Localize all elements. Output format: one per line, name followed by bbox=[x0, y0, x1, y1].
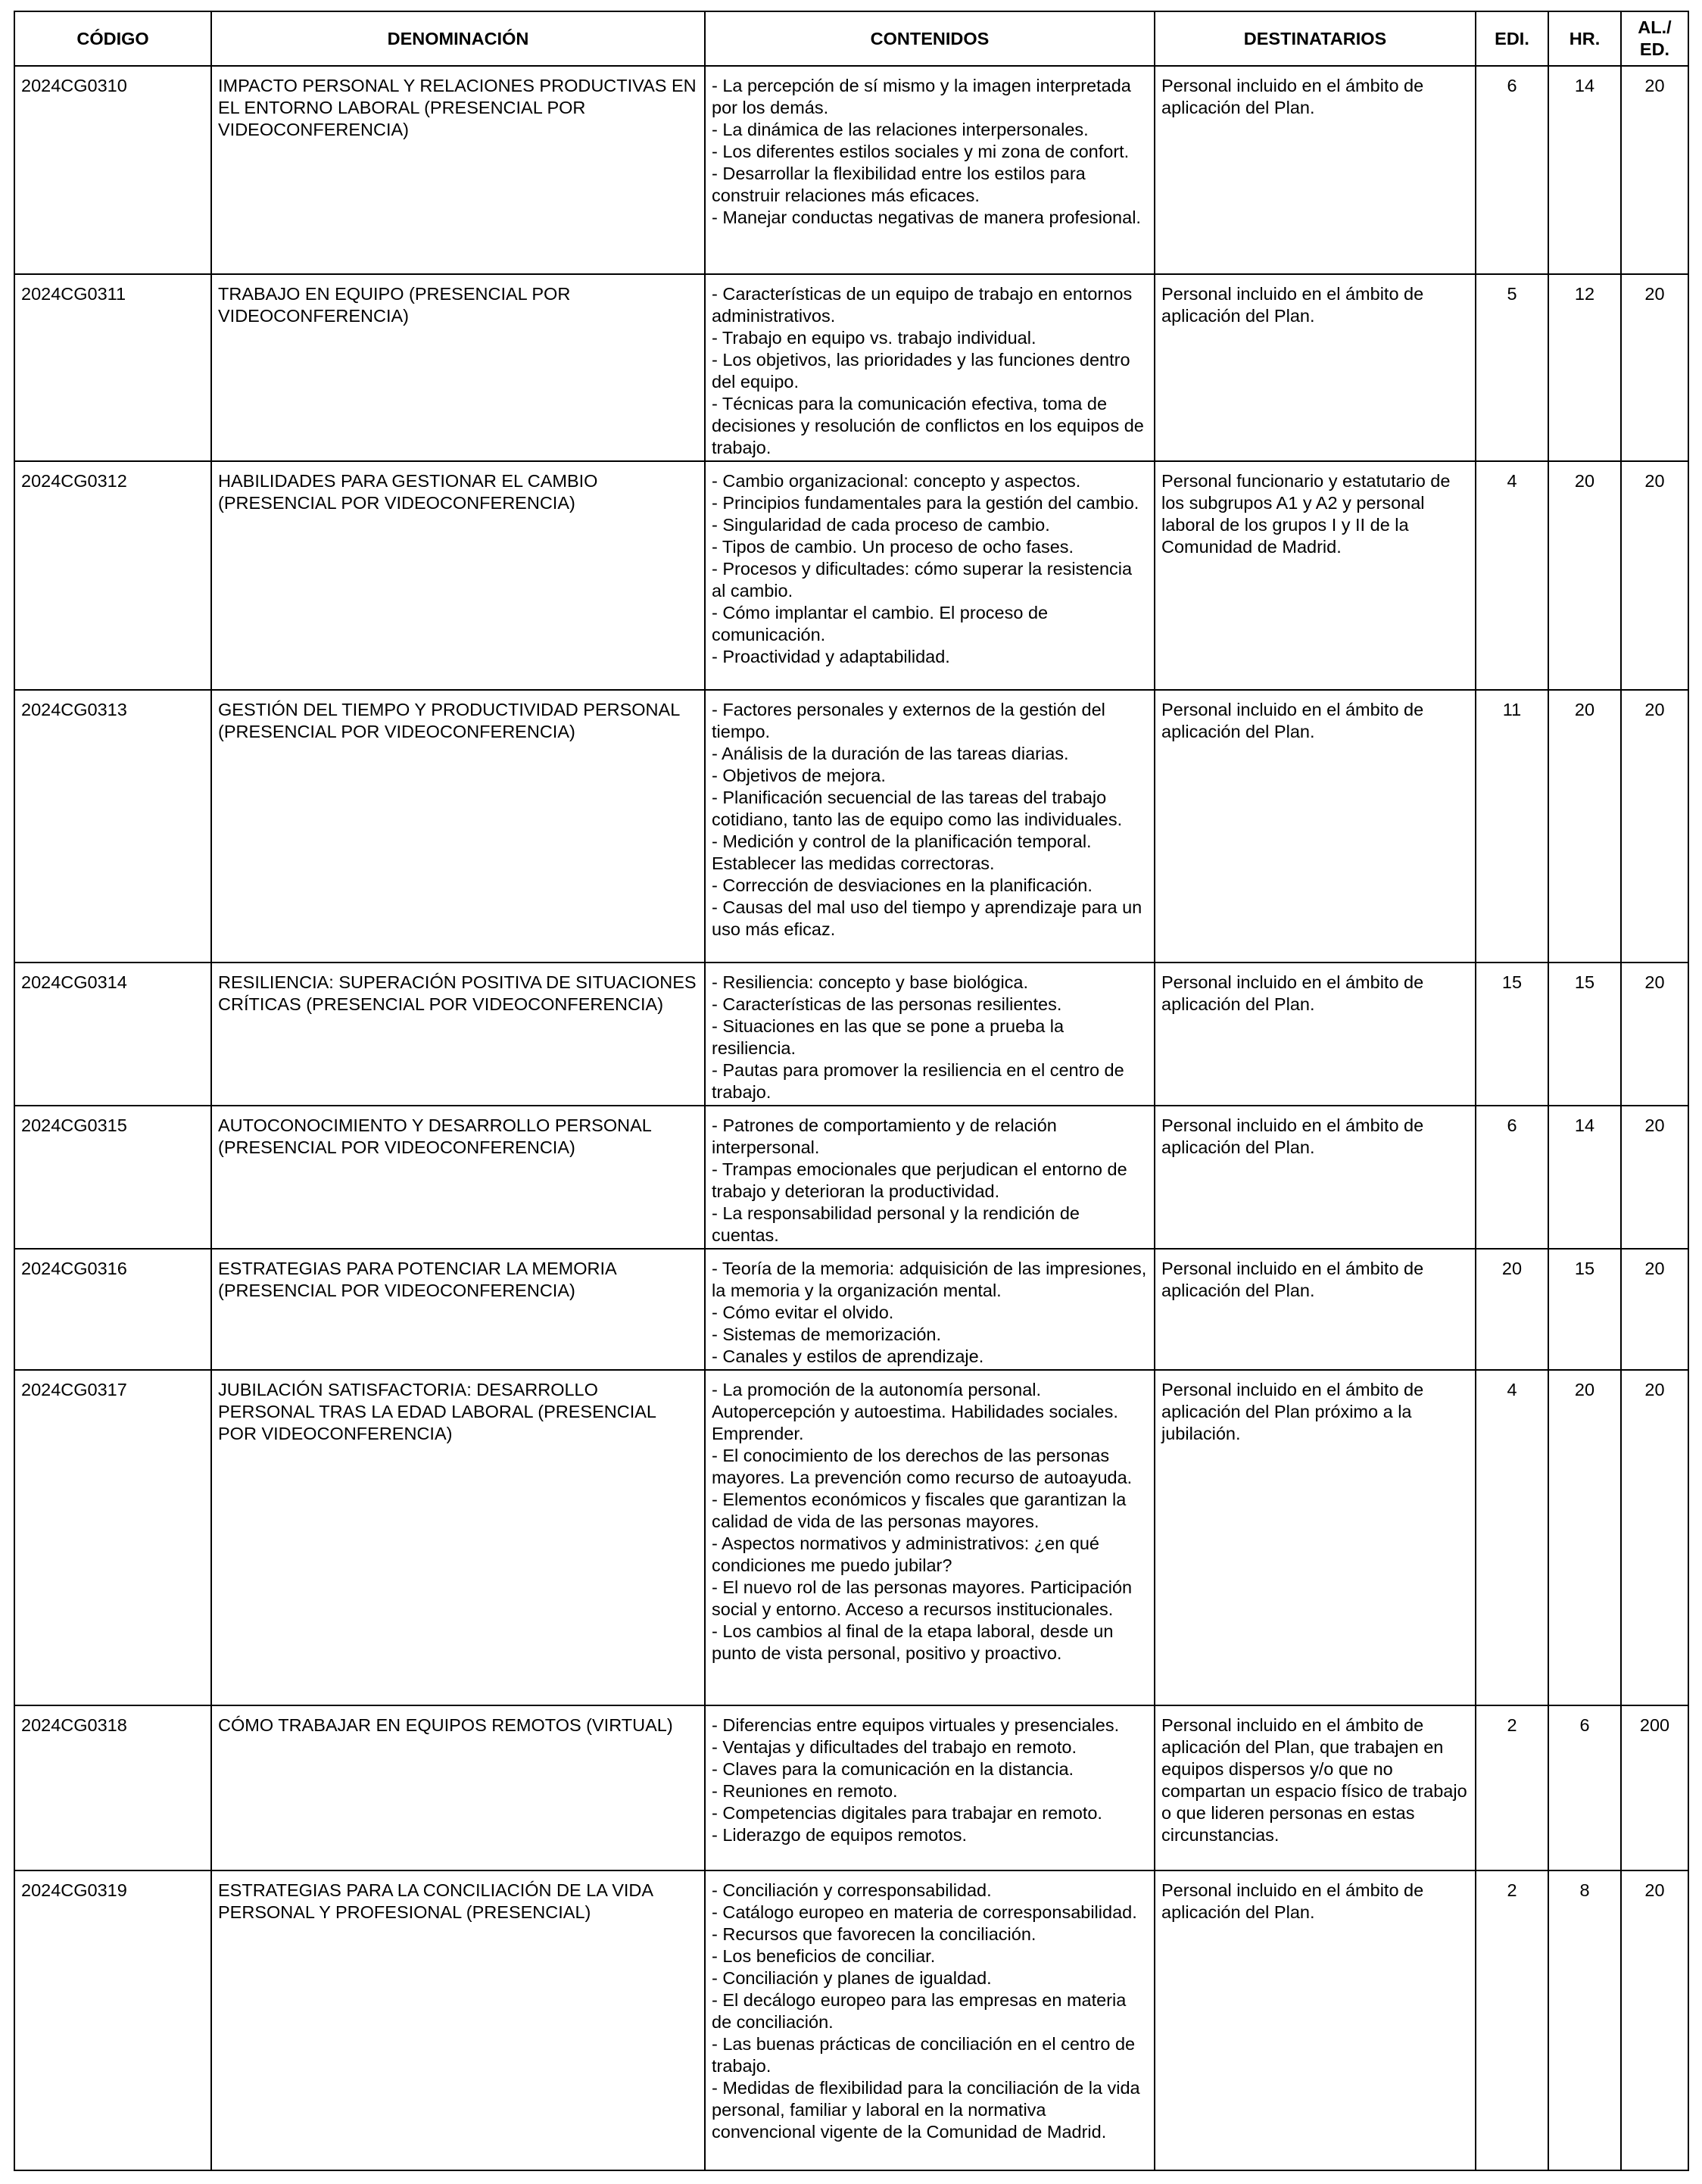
course-name: AUTOCONOCIMIENTO Y DESARROLLO PERSONAL (PRESENCIAL POR VIDEOCONFERENCIA) bbox=[211, 1106, 705, 1249]
content-item: - Cómo implantar el cambio. El proceso de comunicación. bbox=[712, 603, 1049, 644]
header-code: CÓDIGO bbox=[14, 11, 211, 66]
table-body bbox=[14, 66, 1688, 2170]
course-editions: 6 bbox=[1476, 1106, 1548, 1249]
header-row bbox=[14, 11, 1688, 66]
course-name: JUBILACIÓN SATISFACTORIA: DESARROLLO PERSONAL TRAS LA EDAD LABORAL (PRESENCIAL POR VIDEOCONFERENCIA) bbox=[211, 1370, 705, 1705]
course-recipients: Personal incluido en el ámbito de aplicación del Plan. bbox=[1155, 66, 1476, 274]
course-recipients: Personal incluido en el ámbito de aplicación del Plan. bbox=[1155, 274, 1476, 461]
content-item: - El nuevo rol de las personas mayores. Participación social y entorno. Acceso a recursos institucionales. bbox=[712, 1577, 1133, 1619]
course-contents bbox=[705, 274, 1155, 461]
content-item: - Elementos económicos y fiscales que garantizan la calidad de vida de las personas mayores. bbox=[712, 1490, 1127, 1531]
course-students: 20 bbox=[1621, 690, 1688, 963]
header-hours: HR. bbox=[1548, 11, 1621, 66]
table-row bbox=[14, 1249, 1688, 1370]
header-contents: CONTENIDOS bbox=[705, 11, 1155, 66]
course-name: RESILIENCIA: SUPERACIÓN POSITIVA DE SITUACIONES CRÍTICAS (PRESENCIAL POR VIDEOCONFERENCIA) bbox=[211, 963, 705, 1106]
course-code: 2024CG0312 bbox=[14, 461, 211, 690]
course-editions: 20 bbox=[1476, 1249, 1548, 1370]
course-hours: 15 bbox=[1548, 963, 1621, 1106]
courses-table bbox=[14, 11, 1689, 2171]
content-item: - Las buenas prácticas de conciliación en el centro de trabajo. bbox=[712, 2034, 1136, 2076]
course-students: 200 bbox=[1621, 1705, 1688, 1870]
content-item: - Características de un equipo de trabajo en entornos administrativos. bbox=[712, 284, 1133, 326]
course-students: 20 bbox=[1621, 274, 1688, 461]
content-item: - El decálogo europeo para las empresas en materia de conciliación. bbox=[712, 1990, 1127, 2032]
course-editions: 6 bbox=[1476, 66, 1548, 274]
content-item: - Situaciones en las que se pone a prueba la resiliencia. bbox=[712, 1016, 1065, 1058]
content-item: - Trampas emocionales que perjudican el entorno de trabajo y deterioran la productividad. bbox=[712, 1159, 1127, 1201]
content-item: - Patrones de comportamiento y de relación interpersonal. bbox=[712, 1115, 1057, 1157]
course-students: 20 bbox=[1621, 1870, 1688, 2170]
content-item: - Pautas para promover la resiliencia en el centro de trabajo. bbox=[712, 1060, 1124, 1102]
header-recipients: DESTINATARIOS bbox=[1155, 11, 1476, 66]
course-name: ESTRATEGIAS PARA POTENCIAR LA MEMORIA (PRESENCIAL POR VIDEOCONFERENCIA) bbox=[211, 1249, 705, 1370]
course-editions: 4 bbox=[1476, 461, 1548, 690]
header-name: DENOMINACIÓN bbox=[211, 11, 705, 66]
course-students: 20 bbox=[1621, 963, 1688, 1106]
content-item: - Proactividad y adaptabilidad. bbox=[712, 647, 950, 666]
course-editions: 2 bbox=[1476, 1705, 1548, 1870]
course-recipients: Personal incluido en el ámbito de aplicación del Plan. bbox=[1155, 690, 1476, 963]
course-code: 2024CG0318 bbox=[14, 1705, 211, 1870]
course-recipients: Personal incluido en el ámbito de aplicación del Plan, que trabajen en equipos dispersos y/o que no compartan un espacio físico de trabajo o que lideren personas en estas circunstancias. bbox=[1155, 1705, 1476, 1870]
content-item: - Cómo evitar el olvido. bbox=[712, 1303, 894, 1322]
content-item: - Sistemas de memorización. bbox=[712, 1324, 941, 1344]
content-item: - Claves para la comunicación en la distancia. bbox=[712, 1759, 1074, 1779]
header-editions: EDI. bbox=[1476, 11, 1548, 66]
content-item: - La promoción de la autonomía personal. Autopercepción y autoestima. Habilidades sociales. Emprender. bbox=[712, 1380, 1118, 1443]
table-row bbox=[14, 461, 1688, 690]
content-item: - Aspectos normativos y administrativos: ¿en qué condiciones me puedo jubilar? bbox=[712, 1533, 1099, 1575]
course-contents bbox=[705, 1249, 1155, 1370]
course-hours: 20 bbox=[1548, 461, 1621, 690]
course-recipients: Personal incluido en el ámbito de aplicación del Plan. bbox=[1155, 1106, 1476, 1249]
content-item: - Manejar conductas negativas de manera profesional. bbox=[712, 207, 1141, 227]
content-item: - Causas del mal uso del tiempo y aprendizaje para un uso más eficaz. bbox=[712, 897, 1142, 939]
content-item: - El conocimiento de los derechos de las personas mayores. La prevención como recurso de autoayuda. bbox=[712, 1446, 1133, 1487]
course-code: 2024CG0313 bbox=[14, 690, 211, 963]
course-recipients: Personal incluido en el ámbito de aplicación del Plan próximo a la jubilación. bbox=[1155, 1370, 1476, 1705]
content-item: - Reuniones en remoto. bbox=[712, 1781, 898, 1801]
course-recipients: Personal incluido en el ámbito de aplicación del Plan. bbox=[1155, 1249, 1476, 1370]
course-name: GESTIÓN DEL TIEMPO Y PRODUCTIVIDAD PERSONAL (PRESENCIAL POR VIDEOCONFERENCIA) bbox=[211, 690, 705, 963]
course-contents bbox=[705, 1370, 1155, 1705]
table-row bbox=[14, 66, 1688, 274]
course-editions: 15 bbox=[1476, 963, 1548, 1106]
course-contents bbox=[705, 1870, 1155, 2170]
course-editions: 4 bbox=[1476, 1370, 1548, 1705]
content-item: - Canales y estilos de aprendizaje. bbox=[712, 1346, 984, 1366]
table-row bbox=[14, 274, 1688, 461]
content-item: - Catálogo europeo en materia de corresponsabilidad. bbox=[712, 1902, 1137, 1922]
course-students: 20 bbox=[1621, 461, 1688, 690]
course-code: 2024CG0317 bbox=[14, 1370, 211, 1705]
course-editions: 2 bbox=[1476, 1870, 1548, 2170]
content-item: - Objetivos de mejora. bbox=[712, 766, 886, 785]
content-item: - Liderazgo de equipos remotos. bbox=[712, 1825, 968, 1845]
course-code: 2024CG0315 bbox=[14, 1106, 211, 1249]
content-item: - La responsabilidad personal y la rendición de cuentas. bbox=[712, 1203, 1080, 1245]
course-recipients: Personal funcionario y estatutario de los subgrupos A1 y A2 y personal laboral de los grupos I y II de la Comunidad de Madrid. bbox=[1155, 461, 1476, 690]
course-contents bbox=[705, 461, 1155, 690]
course-hours: 6 bbox=[1548, 1705, 1621, 1870]
course-code: 2024CG0316 bbox=[14, 1249, 211, 1370]
course-recipients: Personal incluido en el ámbito de aplicación del Plan. bbox=[1155, 1870, 1476, 2170]
course-students: 20 bbox=[1621, 1249, 1688, 1370]
content-item: - Procesos y dificultades: cómo superar la resistencia al cambio. bbox=[712, 559, 1133, 601]
header-students: AL./ ED. bbox=[1621, 11, 1688, 66]
table-row bbox=[14, 1106, 1688, 1249]
content-item: - La dinámica de las relaciones interpersonales. bbox=[712, 120, 1089, 139]
content-item: - Planificación secuencial de las tareas del trabajo cotidiano, tanto las de equipo como las individuales. bbox=[712, 788, 1123, 829]
course-name: TRABAJO EN EQUIPO (PRESENCIAL POR VIDEOCONFERENCIA) bbox=[211, 274, 705, 461]
content-item: - La percepción de sí mismo y la imagen interpretada por los demás. bbox=[712, 76, 1131, 117]
content-item: - Corrección de desviaciones en la planificación. bbox=[712, 875, 1093, 895]
table-row bbox=[14, 1870, 1688, 2170]
course-contents bbox=[705, 1705, 1155, 1870]
table-row bbox=[14, 1705, 1688, 1870]
content-item: - Tipos de cambio. Un proceso de ocho fases. bbox=[712, 537, 1074, 557]
course-contents bbox=[705, 66, 1155, 274]
course-contents bbox=[705, 1106, 1155, 1249]
course-hours: 14 bbox=[1548, 66, 1621, 274]
content-item: - Los beneficios de conciliar. bbox=[712, 1946, 936, 1966]
course-name: IMPACTO PERSONAL Y RELACIONES PRODUCTIVAS EN EL ENTORNO LABORAL (PRESENCIAL POR VIDEOCONFERENCIA) bbox=[211, 66, 705, 274]
course-contents bbox=[705, 963, 1155, 1106]
content-item: - Teoría de la memoria: adquisición de las impresiones, la memoria y la organización mental. bbox=[712, 1259, 1147, 1300]
course-name: CÓMO TRABAJAR EN EQUIPOS REMOTOS (VIRTUAL) bbox=[211, 1705, 705, 1870]
course-name: ESTRATEGIAS PARA LA CONCILIACIÓN DE LA VIDA PERSONAL Y PROFESIONAL (PRESENCIAL) bbox=[211, 1870, 705, 2170]
content-item: - Conciliación y planes de igualdad. bbox=[712, 1968, 992, 1988]
table-row bbox=[14, 963, 1688, 1106]
course-hours: 20 bbox=[1548, 690, 1621, 963]
content-item: - Factores personales y externos de la gestión del tiempo. bbox=[712, 700, 1105, 741]
table-row bbox=[14, 1370, 1688, 1705]
content-item: - Recursos que favorecen la conciliación. bbox=[712, 1924, 1036, 1944]
course-code: 2024CG0310 bbox=[14, 66, 211, 274]
course-students: 20 bbox=[1621, 1106, 1688, 1249]
table-row bbox=[14, 690, 1688, 963]
course-code: 2024CG0311 bbox=[14, 274, 211, 461]
course-code: 2024CG0314 bbox=[14, 963, 211, 1106]
course-editions: 5 bbox=[1476, 274, 1548, 461]
content-item: - Competencias digitales para trabajar en remoto. bbox=[712, 1803, 1102, 1823]
content-item: - Los diferentes estilos sociales y mi zona de confort. bbox=[712, 142, 1130, 161]
content-item: - Conciliación y corresponsabilidad. bbox=[712, 1880, 992, 1900]
content-item: - Los objetivos, las prioridades y las funciones dentro del equipo. bbox=[712, 350, 1130, 392]
content-item: - Singularidad de cada proceso de cambio. bbox=[712, 515, 1050, 535]
content-item: - Técnicas para la comunicación efectiva, toma de decisiones y resolución de conflictos en los equipos de trabajo. bbox=[712, 394, 1144, 457]
course-students: 20 bbox=[1621, 66, 1688, 274]
content-item: - Trabajo en equipo vs. trabajo individual. bbox=[712, 328, 1036, 348]
course-hours: 15 bbox=[1548, 1249, 1621, 1370]
course-hours: 8 bbox=[1548, 1870, 1621, 2170]
content-item: - Medidas de flexibilidad para la conciliación de la vida personal, familiar y laboral en la normativa convencional vigente de la Comunidad de Madrid. bbox=[712, 2078, 1140, 2142]
course-code: 2024CG0319 bbox=[14, 1870, 211, 2170]
course-editions: 11 bbox=[1476, 690, 1548, 963]
content-item: - Desarrollar la flexibilidad entre los estilos para construir relaciones más eficaces. bbox=[712, 164, 1086, 205]
content-item: - Ventajas y dificultades del trabajo en remoto. bbox=[712, 1737, 1077, 1757]
content-item: - Resiliencia: concepto y base biológica. bbox=[712, 972, 1029, 992]
content-item: - Características de las personas resilientes. bbox=[712, 994, 1062, 1014]
course-hours: 12 bbox=[1548, 274, 1621, 461]
course-hours: 14 bbox=[1548, 1106, 1621, 1249]
content-item: - Análisis de la duración de las tareas diarias. bbox=[712, 744, 1069, 763]
course-contents bbox=[705, 690, 1155, 963]
course-students: 20 bbox=[1621, 1370, 1688, 1705]
content-item: - Principios fundamentales para la gestión del cambio. bbox=[712, 493, 1139, 513]
content-item: - Diferencias entre equipos virtuales y presenciales. bbox=[712, 1715, 1120, 1735]
course-name: HABILIDADES PARA GESTIONAR EL CAMBIO (PRESENCIAL POR VIDEOCONFERENCIA) bbox=[211, 461, 705, 690]
course-recipients: Personal incluido en el ámbito de aplicación del Plan. bbox=[1155, 963, 1476, 1106]
content-item: - Los cambios al final de la etapa laboral, desde un punto de vista personal, positivo y proactivo. bbox=[712, 1621, 1114, 1663]
course-hours: 20 bbox=[1548, 1370, 1621, 1705]
content-item: - Medición y control de la planificación temporal. Establecer las medidas correctoras. bbox=[712, 831, 1092, 873]
content-item: - Cambio organizacional: concepto y aspectos. bbox=[712, 471, 1081, 491]
